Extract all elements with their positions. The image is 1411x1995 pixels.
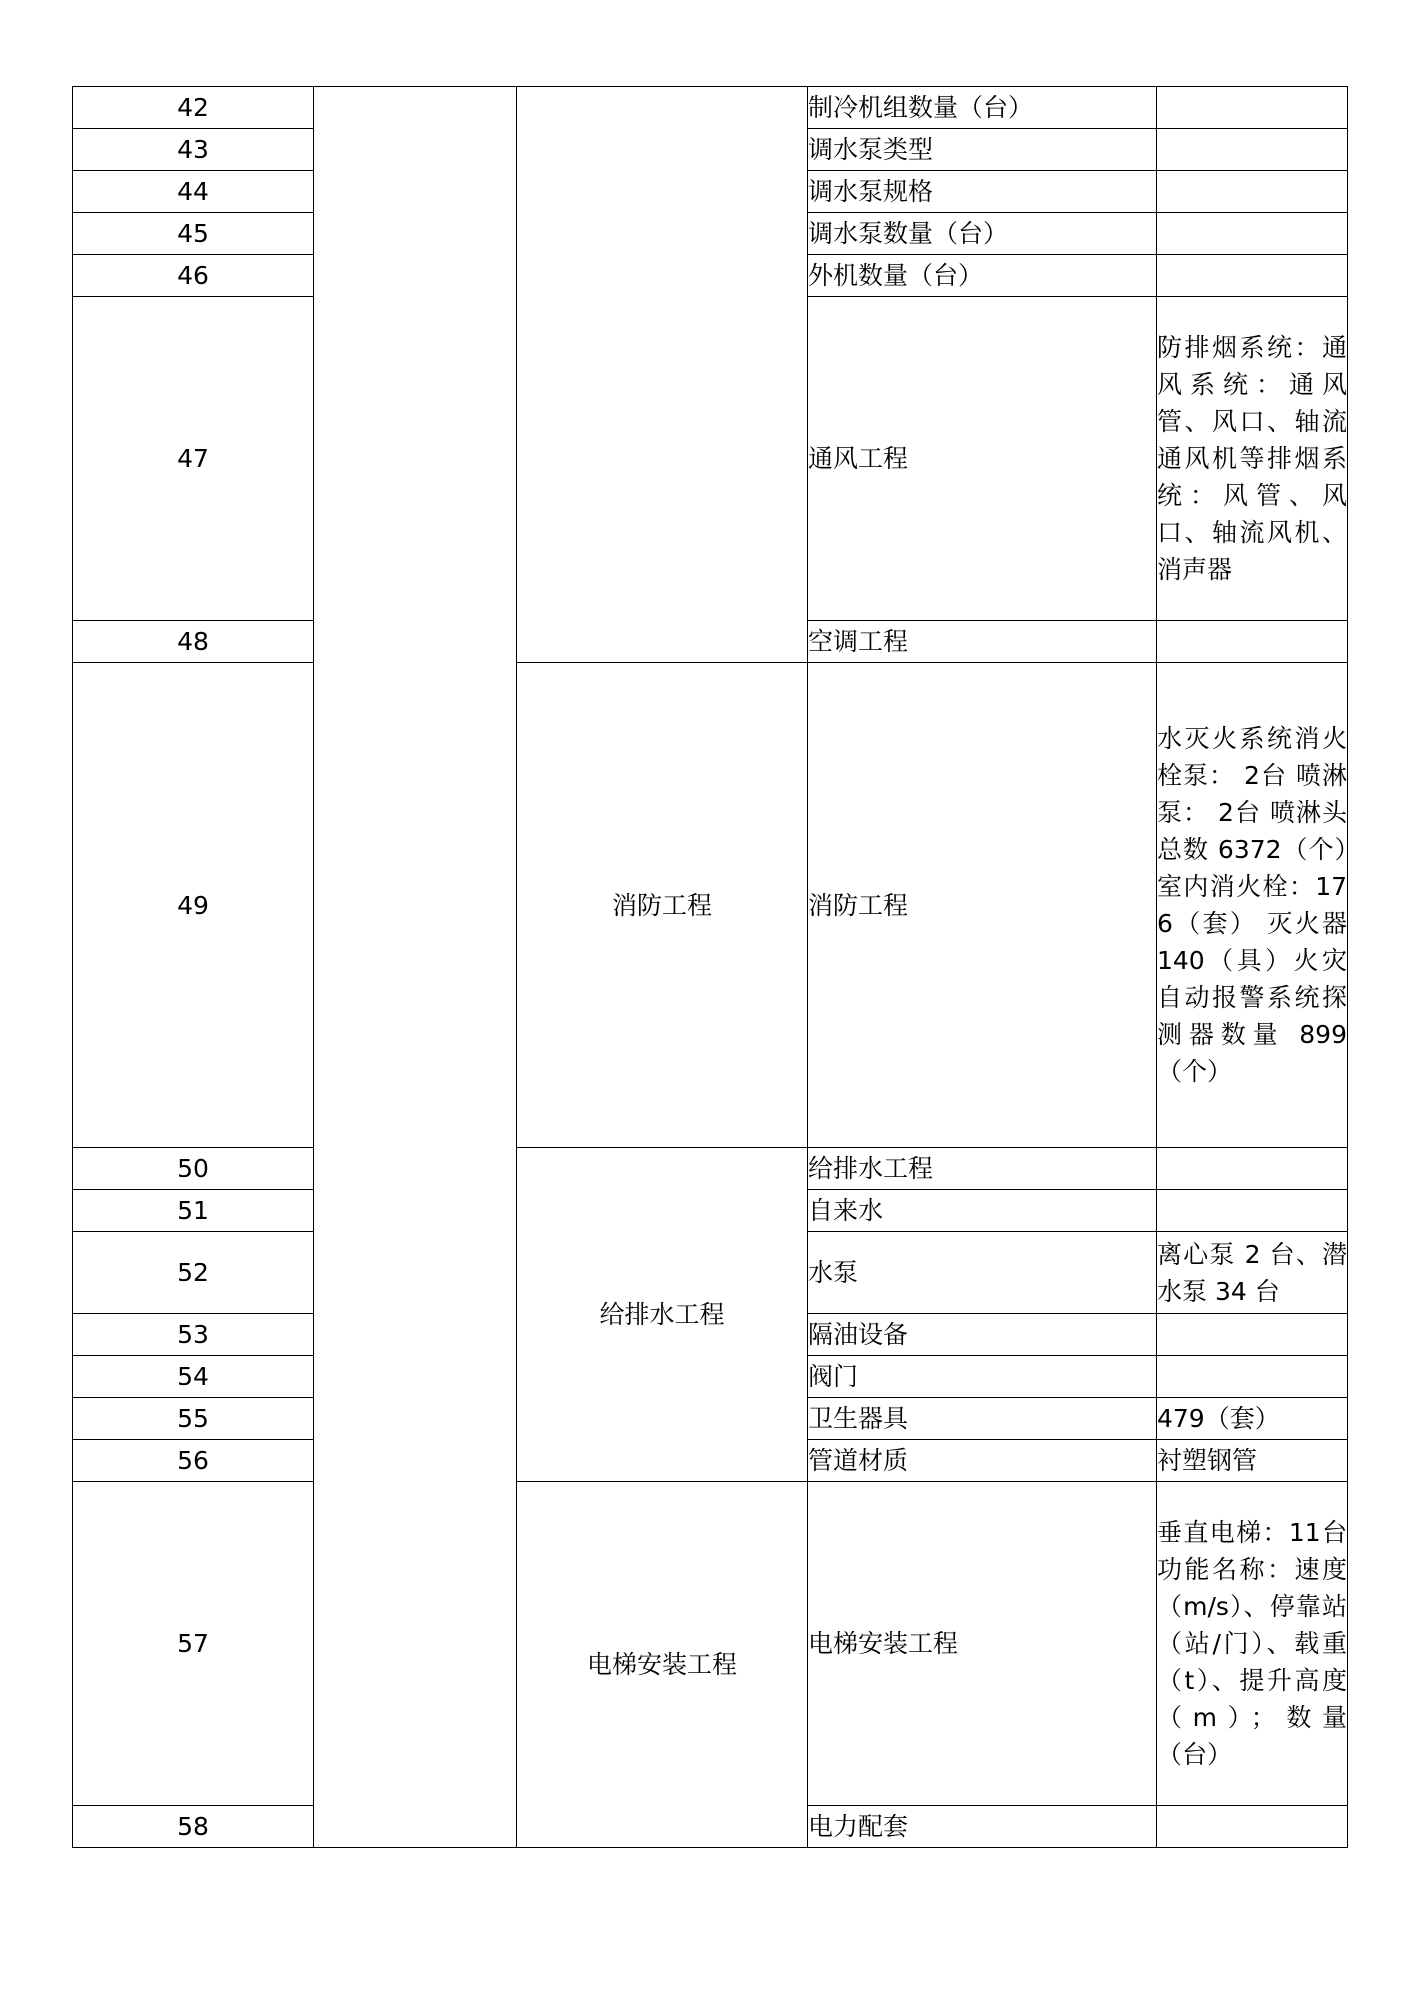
row-number: 56	[73, 1440, 314, 1482]
row-number: 49	[73, 663, 314, 1148]
table-row	[73, 87, 1348, 129]
item-note: 防排烟系统：通风系统：通风管、风口、轴流通风机等排烟系统：风管、风口、轴流风机、消声器	[1157, 297, 1348, 621]
category-water: 给排水工程	[517, 1148, 808, 1482]
category-cell-empty	[517, 87, 808, 663]
item-name: 调水泵规格	[808, 171, 1157, 213]
item-name: 外机数量（台）	[808, 255, 1157, 297]
row-number: 57	[73, 1482, 314, 1806]
item-name: 调水泵数量（台）	[808, 213, 1157, 255]
item-name: 电梯安装工程	[808, 1482, 1157, 1806]
item-note	[1157, 1148, 1348, 1190]
item-note: 衬塑钢管	[1157, 1440, 1348, 1482]
row-number: 47	[73, 297, 314, 621]
item-note	[1157, 213, 1348, 255]
item-note: 水灭火系统消火栓泵： 2台 喷淋泵： 2台 喷淋头总数 6372（个）室内消火栓：176（套） 灭火器 140（具）火灾自动报警系统探测器数量 899（个）	[1157, 663, 1348, 1148]
spec-table	[72, 86, 1348, 1848]
item-note: 垂直电梯：11台 功能名称：速度（m/s）、停靠站（站/门）、载重（t）、提升高度（m）；数量（台）	[1157, 1482, 1348, 1806]
item-name: 给排水工程	[808, 1148, 1157, 1190]
item-name: 消防工程	[808, 663, 1157, 1148]
row-number: 46	[73, 255, 314, 297]
item-name: 卫生器具	[808, 1398, 1157, 1440]
item-name: 电力配套	[808, 1806, 1157, 1848]
item-name: 调水泵类型	[808, 129, 1157, 171]
item-note	[1157, 1314, 1348, 1356]
item-name: 制冷机组数量（台）	[808, 87, 1157, 129]
row-number: 55	[73, 1398, 314, 1440]
row-number: 48	[73, 621, 314, 663]
item-name: 自来水	[808, 1190, 1157, 1232]
item-note: 479（套）	[1157, 1398, 1348, 1440]
item-note	[1157, 1806, 1348, 1848]
item-note: 离心泵 2 台、潜水泵 34 台	[1157, 1232, 1348, 1314]
row-number: 44	[73, 171, 314, 213]
item-note	[1157, 255, 1348, 297]
item-name: 隔油设备	[808, 1314, 1157, 1356]
table-row	[73, 663, 1348, 1148]
blank-column-cell	[314, 87, 517, 1848]
category-elevator: 电梯安装工程	[517, 1482, 808, 1848]
row-number: 43	[73, 129, 314, 171]
item-note	[1157, 87, 1348, 129]
row-number: 54	[73, 1356, 314, 1398]
row-number: 52	[73, 1232, 314, 1314]
item-note	[1157, 621, 1348, 663]
item-note	[1157, 171, 1348, 213]
item-name: 通风工程	[808, 297, 1157, 621]
item-name: 管道材质	[808, 1440, 1157, 1482]
item-name: 阀门	[808, 1356, 1157, 1398]
row-number: 45	[73, 213, 314, 255]
table-row	[73, 1482, 1348, 1806]
item-name: 空调工程	[808, 621, 1157, 663]
item-note	[1157, 1190, 1348, 1232]
row-number: 50	[73, 1148, 314, 1190]
row-number: 51	[73, 1190, 314, 1232]
item-name: 水泵	[808, 1232, 1157, 1314]
item-note	[1157, 129, 1348, 171]
item-note	[1157, 1356, 1348, 1398]
category-fire: 消防工程	[517, 663, 808, 1148]
row-number: 42	[73, 87, 314, 129]
row-number: 53	[73, 1314, 314, 1356]
table-row	[73, 1148, 1348, 1190]
row-number: 58	[73, 1806, 314, 1848]
